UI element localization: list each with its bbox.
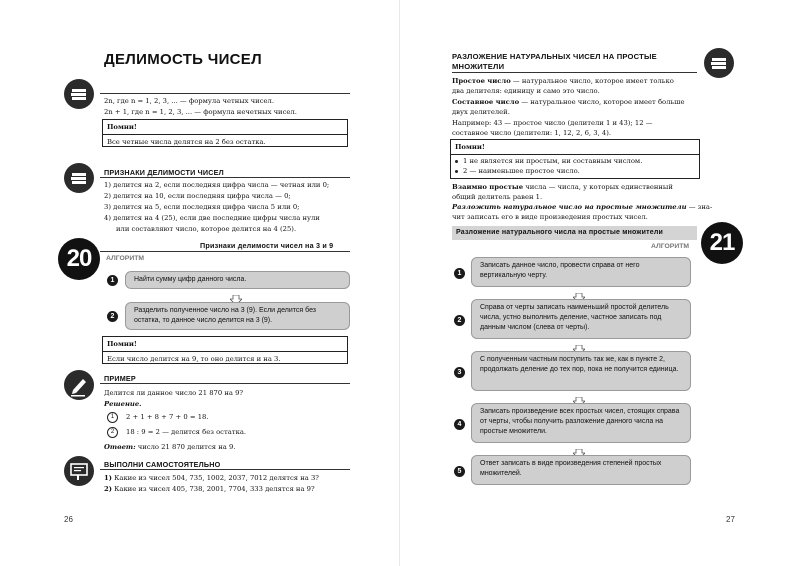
section-rule: [452, 72, 697, 73]
term: Взаимно простые: [452, 183, 524, 191]
remember-heading: Помни!: [103, 337, 347, 352]
example-text: составное число (делители: 1, 12, 2, 6, 3, 4).: [452, 129, 612, 137]
remember-text: Все четные числа делятся на 2 без остатка.: [107, 138, 266, 146]
example-question: Делится ли данное число 21 870 на 9?: [104, 389, 244, 397]
remember-box: [102, 119, 348, 147]
sign-item: 1) делится на 2, если последняя цифра числа — четная или 0;: [104, 181, 330, 189]
algorithm-step: Справа от черты записать наименьший простой делитель числа, устно выполнить деление, частное записать под данным числом (слева от черты).: [471, 299, 691, 339]
algorithm-step: Записать произведение всех простых чисел, стоящих справа от черты, чтобы получить разложение данного числа на простые множители.: [471, 403, 691, 443]
algorithm-step: Записать данное число, провести справа от него вертикальную черту.: [471, 257, 691, 287]
section-rule: [100, 251, 350, 252]
step-number: 1: [454, 268, 465, 279]
section-number: 20: [58, 238, 100, 280]
page-number: 26: [64, 515, 73, 524]
section-title: МНОЖИТЕЛИ: [452, 62, 505, 71]
algorithm-step: Ответ записать в виде произведения степеней простых множителей.: [471, 455, 691, 485]
step-number: 5: [454, 466, 465, 477]
sign-item: или составляют число, которое делится на 4 (25).: [116, 225, 297, 233]
algorithm-step: Разделить полученное число на 3 (9). Если делится без остатка, то данное число делится на 3 (9).: [125, 302, 350, 330]
remember-heading: Помни!: [103, 120, 347, 135]
definition: числа — числа, у которых единственный: [523, 183, 673, 191]
task-number: 2): [104, 485, 112, 493]
step-number: 2: [107, 311, 118, 322]
blackboard-icon: [64, 456, 94, 486]
solution-label: Решение.: [104, 400, 142, 408]
subsection-title: Признаки делимости чисел на 3 и 9: [200, 241, 334, 250]
section-title: ПРИМЕР: [104, 374, 136, 383]
step-marker: 1: [107, 412, 118, 423]
definition: двух делителей.: [452, 108, 510, 116]
bullet-icon: [455, 170, 458, 173]
task-text: Какие из чисел 504, 735, 1002, 2037, 7012 делятся на 3?: [114, 474, 319, 482]
algorithm-step: Найти сумму цифр данного числа.: [125, 271, 350, 289]
section-rule: [100, 383, 350, 384]
task-text: Какие из чисел 405, 738, 2001, 7704, 333 делятся на 9?: [114, 485, 315, 493]
definition: — натуральное число, которое имеет больше: [519, 98, 685, 106]
definition: — натуральное число, которое имеет только: [510, 77, 674, 85]
step-number: 3: [454, 367, 465, 378]
section-rule: [100, 469, 350, 470]
book-icon: [64, 163, 94, 193]
page-gutter: [399, 0, 400, 566]
remember-text: Если число делится на 9, то оно делится и на 3.: [107, 355, 281, 363]
sign-item: 4) делится на 4 (25), если две последние цифры числа нули: [104, 214, 320, 222]
term: Простое число: [452, 77, 511, 85]
sign-item: 2) делится на 10, если последняя цифра числа — 0;: [104, 192, 291, 200]
page-title-left: ДЕЛИМОСТЬ ЧИСЕЛ: [104, 51, 262, 68]
answer-label: Ответ:: [104, 443, 136, 451]
remember-heading: Помни!: [451, 140, 699, 155]
remember-box: [102, 336, 348, 364]
section-rule: [100, 177, 350, 178]
definition: два делителя: единицу и само это число.: [452, 87, 600, 95]
book-icon: [64, 79, 94, 109]
solution-step: 2 + 1 + 8 + 7 + 0 = 18.: [126, 413, 209, 421]
example-text: Например: 43 — простое число (делители 1 и 43); 12 —: [452, 119, 653, 127]
formula-odd: 2n + 1, где n = 1, 2, 3, ... — формула нечетных чисел.: [104, 108, 297, 116]
algorithm-label: АЛГОРИТМ: [651, 243, 690, 250]
step-number: 2: [454, 315, 465, 326]
definition: чит записать его в виде произведения простых чисел.: [452, 213, 648, 221]
definition: — зна-: [686, 203, 713, 211]
step-number: 1: [107, 275, 118, 286]
term: Составное число: [452, 98, 520, 106]
section-rule: [100, 93, 350, 94]
section-title: РАЗЛОЖЕНИЕ НАТУРАЛЬНЫХ ЧИСЕЛ НА ПРОСТЫЕ: [452, 52, 657, 61]
solution-step: 18 : 9 = 2 — делится без остатка.: [126, 428, 247, 436]
section-title: ПРИЗНАКИ ДЕЛИМОСТИ ЧИСЕЛ: [104, 168, 224, 177]
algorithm-step: С полученным частным поступить так же, как в пункте 2, продолжать деление до тех пор, пока не получится единица.: [471, 351, 691, 391]
formula-even: 2n, где n = 1, 2, 3, ... — формула четных чисел.: [104, 97, 275, 105]
book-icon: [704, 48, 734, 78]
answer-text: число 21 870 делится на 9.: [137, 443, 236, 451]
step-marker: 2: [107, 427, 118, 438]
section-bar-title: Разложение натурального числа на простые множители: [456, 229, 663, 236]
section-number: 21: [701, 222, 743, 264]
section-title: ВЫПОЛНИ САМОСТОЯТЕЛЬНО: [104, 460, 221, 469]
bullet-icon: [455, 160, 458, 163]
term: Разложить натуральное число на простые множители: [452, 203, 687, 211]
remember-box: [450, 139, 700, 179]
sign-item: 3) делится на 5, если последняя цифра числа 5 или 0;: [104, 203, 300, 211]
task-number: 1): [104, 474, 112, 482]
remember-item: 2 — наименьшее простое число.: [463, 167, 580, 175]
algorithm-label: АЛГОРИТМ: [106, 255, 145, 262]
definition: общий делитель равен 1.: [452, 193, 543, 201]
remember-item: 1 не является ни простым, ни составным числом.: [463, 157, 643, 165]
page-number: 27: [726, 515, 735, 524]
pencil-icon: [64, 370, 94, 400]
step-number: 4: [454, 419, 465, 430]
